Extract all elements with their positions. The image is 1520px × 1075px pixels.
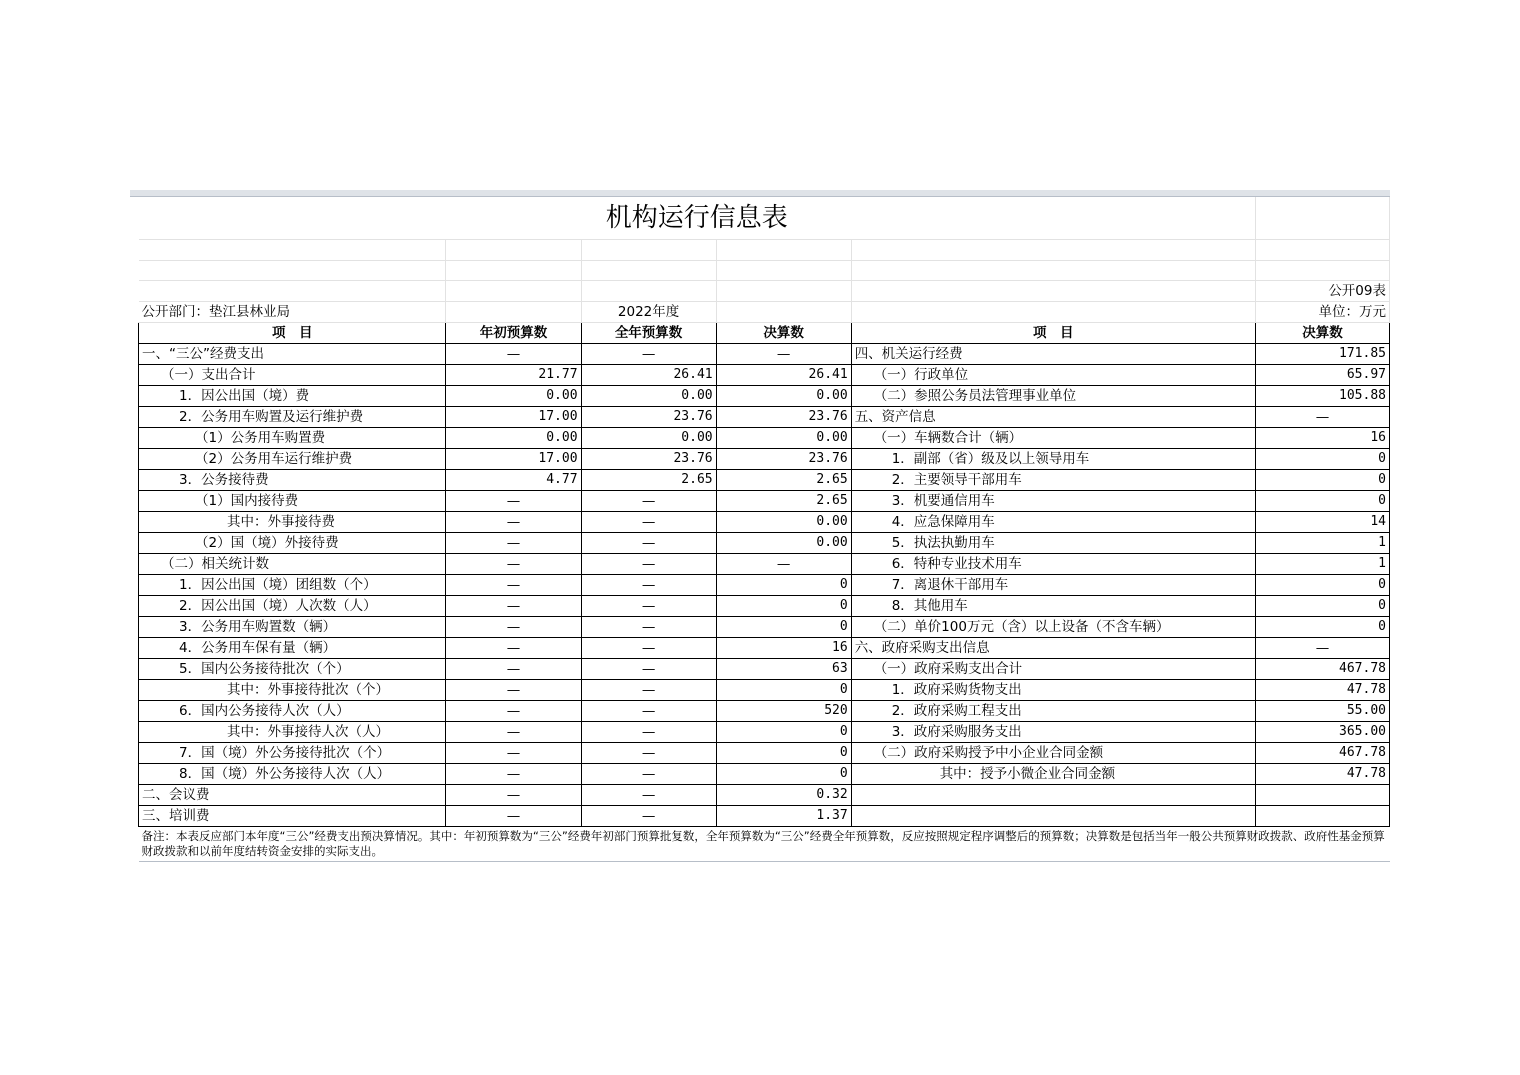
row-item-label: 三、培训费 [139, 806, 446, 827]
row-item-label-right: （一）行政单位 [851, 365, 1255, 386]
row-initial-budget: — [446, 617, 581, 638]
row-item-label-right: 四、机关运行经费 [851, 344, 1255, 365]
row-item-label: 2．因公出国（境）人次数（人） [139, 596, 446, 617]
row-initial-budget: 0.00 [446, 428, 581, 449]
row-final-account-right: 1 [1255, 554, 1389, 575]
row-item-label: （2）国（境）外接待费 [139, 533, 446, 554]
row-final-account: 0.00 [716, 533, 851, 554]
row-final-account: — [716, 554, 851, 575]
row-item-label-right: （二）单价100万元（含）以上设备（不含车辆） [851, 617, 1255, 638]
table-row [139, 407, 1390, 428]
table-row [139, 617, 1390, 638]
table-number: 公开09表 [1255, 281, 1389, 302]
row-final-account-right: — [1255, 407, 1389, 428]
row-annual-budget: 23.76 [581, 449, 716, 470]
row-initial-budget: — [446, 491, 581, 512]
table-row [139, 806, 1390, 827]
row-final-account-right: 0 [1255, 470, 1389, 491]
row-initial-budget: — [446, 512, 581, 533]
row-item-label: 4．公务用车保有量（辆） [139, 638, 446, 659]
row-annual-budget: — [581, 512, 716, 533]
info-table [138, 197, 1390, 862]
row-final-account: 0.32 [716, 785, 851, 806]
row-initial-budget: 17.00 [446, 407, 581, 428]
row-final-account-right: 47.78 [1255, 764, 1389, 785]
table-row [139, 575, 1390, 596]
row-item-label: 其中：外事接待费 [139, 512, 446, 533]
row-initial-budget: — [446, 554, 581, 575]
row-annual-budget: — [581, 554, 716, 575]
row-item-label: 其中：外事接待批次（个） [139, 680, 446, 701]
row-annual-budget: — [581, 638, 716, 659]
department-label: 公开部门：垫江县林业局 [139, 302, 446, 323]
row-item-label-right: （二）参照公务员法管理事业单位 [851, 386, 1255, 407]
column-header-bar [130, 190, 1390, 197]
row-initial-budget: — [446, 575, 581, 596]
table-row [139, 512, 1390, 533]
row-final-account: 0.00 [716, 386, 851, 407]
row-annual-budget: — [581, 575, 716, 596]
row-item-label: 7．国（境）外公务接待批次（个） [139, 743, 446, 764]
row-item-label-right: 其中：授予小微企业合同金额 [851, 764, 1255, 785]
header-final-account-right: 决算数 [1255, 323, 1389, 344]
row-item-label: （一）支出合计 [139, 365, 446, 386]
row-final-account-right: 1 [1255, 533, 1389, 554]
table-row [139, 722, 1390, 743]
row-item-label-right: 1．政府采购货物支出 [851, 680, 1255, 701]
row-initial-budget: — [446, 344, 581, 365]
row-initial-budget: — [446, 533, 581, 554]
row-item-label: 6．国内公务接待人次（人） [139, 701, 446, 722]
row-final-account-right: 365.00 [1255, 722, 1389, 743]
row-item-label: 1．因公出国（境）费 [139, 386, 446, 407]
row-item-label-right: 6．特种专业技术用车 [851, 554, 1255, 575]
row-item-label: 5．国内公务接待批次（个） [139, 659, 446, 680]
row-final-account: 0 [716, 764, 851, 785]
row-initial-budget: — [446, 680, 581, 701]
row-annual-budget: — [581, 806, 716, 827]
row-item-label: （二）相关统计数 [139, 554, 446, 575]
row-initial-budget: — [446, 764, 581, 785]
row-initial-budget: 21.77 [446, 365, 581, 386]
row-final-account-right: 55.00 [1255, 701, 1389, 722]
row-annual-budget: — [581, 680, 716, 701]
row-item-label: 1．因公出国（境）团组数（个） [139, 575, 446, 596]
table-row [139, 554, 1390, 575]
row-annual-budget: — [581, 743, 716, 764]
row-initial-budget: — [446, 596, 581, 617]
row-final-account: 63 [716, 659, 851, 680]
header-item-left: 项 目 [139, 323, 446, 344]
row-item-label: 一、“三公”经费支出 [139, 344, 446, 365]
row-final-account-right: 171.85 [1255, 344, 1389, 365]
row-annual-budget: 0.00 [581, 386, 716, 407]
row-initial-budget: — [446, 659, 581, 680]
row-final-account: 23.76 [716, 407, 851, 428]
row-item-label-right [851, 785, 1255, 806]
row-final-account-right: 65.97 [1255, 365, 1389, 386]
row-final-account: 1.37 [716, 806, 851, 827]
header-annual-budget: 全年预算数 [581, 323, 716, 344]
row-final-account-right: 0 [1255, 491, 1389, 512]
row-annual-budget: — [581, 491, 716, 512]
row-final-account-right: 0 [1255, 617, 1389, 638]
row-annual-budget: — [581, 596, 716, 617]
row-item-label-right: 3．机要通信用车 [851, 491, 1255, 512]
row-annual-budget: — [581, 344, 716, 365]
row-final-account-right: 16 [1255, 428, 1389, 449]
row-item-label: 3．公务用车购置数（辆） [139, 617, 446, 638]
row-final-account-right: 467.78 [1255, 659, 1389, 680]
page-title: 机构运行信息表 [139, 197, 1256, 240]
row-item-label: 2．公务用车购置及运行维护费 [139, 407, 446, 428]
row-annual-budget: — [581, 617, 716, 638]
table-row [139, 449, 1390, 470]
table-row [139, 638, 1390, 659]
row-final-account: 0 [716, 596, 851, 617]
row-initial-budget: — [446, 743, 581, 764]
row-final-account-right: 0 [1255, 575, 1389, 596]
row-item-label-right: 2．主要领导干部用车 [851, 470, 1255, 491]
row-initial-budget: 0.00 [446, 386, 581, 407]
row-item-label-right: 7．离退休干部用车 [851, 575, 1255, 596]
spreadsheet [130, 190, 1390, 862]
row-initial-budget: 17.00 [446, 449, 581, 470]
table-row [139, 428, 1390, 449]
table-row [139, 743, 1390, 764]
row-final-account: 26.41 [716, 365, 851, 386]
table-row [139, 365, 1390, 386]
row-item-label-right: 4．应急保障用车 [851, 512, 1255, 533]
header-item-right: 项 目 [851, 323, 1255, 344]
table-row [139, 470, 1390, 491]
row-item-label: 其中：外事接待人次（人） [139, 722, 446, 743]
table-row [139, 386, 1390, 407]
row-item-label: （1）国内接待费 [139, 491, 446, 512]
row-item-label-right: 2．政府采购工程支出 [851, 701, 1255, 722]
row-annual-budget: — [581, 701, 716, 722]
table-row [139, 680, 1390, 701]
row-final-account-right: 47.78 [1255, 680, 1389, 701]
row-initial-budget: — [446, 722, 581, 743]
row-item-label-right: 1．副部（省）级及以上领导用车 [851, 449, 1255, 470]
row-annual-budget: 23.76 [581, 407, 716, 428]
row-final-account: 0.00 [716, 428, 851, 449]
row-annual-budget: 0.00 [581, 428, 716, 449]
row-final-account: 0.00 [716, 512, 851, 533]
row-final-account: 2.65 [716, 470, 851, 491]
row-final-account-right: 105.88 [1255, 386, 1389, 407]
row-final-account: 0 [716, 575, 851, 596]
row-final-account-right: — [1255, 638, 1389, 659]
row-final-account: 23.76 [716, 449, 851, 470]
row-final-account: 0 [716, 722, 851, 743]
header-initial-budget: 年初预算数 [446, 323, 581, 344]
table-row [139, 764, 1390, 785]
unit-label: 单位：万元 [1255, 302, 1389, 323]
row-final-account-right: 14 [1255, 512, 1389, 533]
row-annual-budget: — [581, 659, 716, 680]
row-annual-budget: 26.41 [581, 365, 716, 386]
row-final-account-right [1255, 785, 1389, 806]
row-item-label-right: 5．执法执勤用车 [851, 533, 1255, 554]
row-final-account-right: 0 [1255, 449, 1389, 470]
table-row [139, 344, 1390, 365]
table-row [139, 659, 1390, 680]
row-item-label-right: 3．政府采购服务支出 [851, 722, 1255, 743]
row-final-account-right: 467.78 [1255, 743, 1389, 764]
row-annual-budget: 2.65 [581, 470, 716, 491]
row-final-account: 0 [716, 743, 851, 764]
row-final-account-right: 0 [1255, 596, 1389, 617]
row-item-label: 3．公务接待费 [139, 470, 446, 491]
year-label: 2022年度 [581, 302, 716, 323]
row-final-account: 16 [716, 638, 851, 659]
row-initial-budget: — [446, 785, 581, 806]
table-row [139, 491, 1390, 512]
row-item-label: 二、会议费 [139, 785, 446, 806]
row-item-label-right [851, 806, 1255, 827]
row-initial-budget: — [446, 806, 581, 827]
table-row [139, 596, 1390, 617]
row-final-account: — [716, 344, 851, 365]
row-item-label: （2）公务用车运行维护费 [139, 449, 446, 470]
row-final-account: 0 [716, 617, 851, 638]
header-final-account: 决算数 [716, 323, 851, 344]
row-item-label-right: 8．其他用车 [851, 596, 1255, 617]
row-item-label: （1）公务用车购置费 [139, 428, 446, 449]
row-final-account-right [1255, 806, 1389, 827]
row-final-account: 2.65 [716, 491, 851, 512]
row-annual-budget: — [581, 533, 716, 554]
table-row [139, 785, 1390, 806]
row-annual-budget: — [581, 785, 716, 806]
table-row [139, 701, 1390, 722]
row-initial-budget: — [446, 701, 581, 722]
row-annual-budget: — [581, 722, 716, 743]
row-item-label: 8．国（境）外公务接待人次（人） [139, 764, 446, 785]
row-final-account: 520 [716, 701, 851, 722]
row-initial-budget: 4.77 [446, 470, 581, 491]
row-item-label-right: 六、政府采购支出信息 [851, 638, 1255, 659]
row-annual-budget: — [581, 764, 716, 785]
row-initial-budget: — [446, 638, 581, 659]
row-item-label-right: （二）政府采购授予中小企业合同金额 [851, 743, 1255, 764]
row-item-label-right: （一）政府采购支出合计 [851, 659, 1255, 680]
row-final-account: 0 [716, 680, 851, 701]
row-item-label-right: （一）车辆数合计（辆） [851, 428, 1255, 449]
row-item-label-right: 五、资产信息 [851, 407, 1255, 428]
table-row [139, 533, 1390, 554]
footnote: 备注：本表反应部门本年度“三公”经费支出预决算情况。其中：年初预算数为“三公”经费年初部门预算批复数，全年预算数为“三公”经费全年预算数，反应按照规定程序调整后的预算数；决算数是包括当年一般公共预算财政拨款、政府性基金预算财政拨款和以前年度结转资金安排的实际支出。 [139, 827, 1390, 862]
